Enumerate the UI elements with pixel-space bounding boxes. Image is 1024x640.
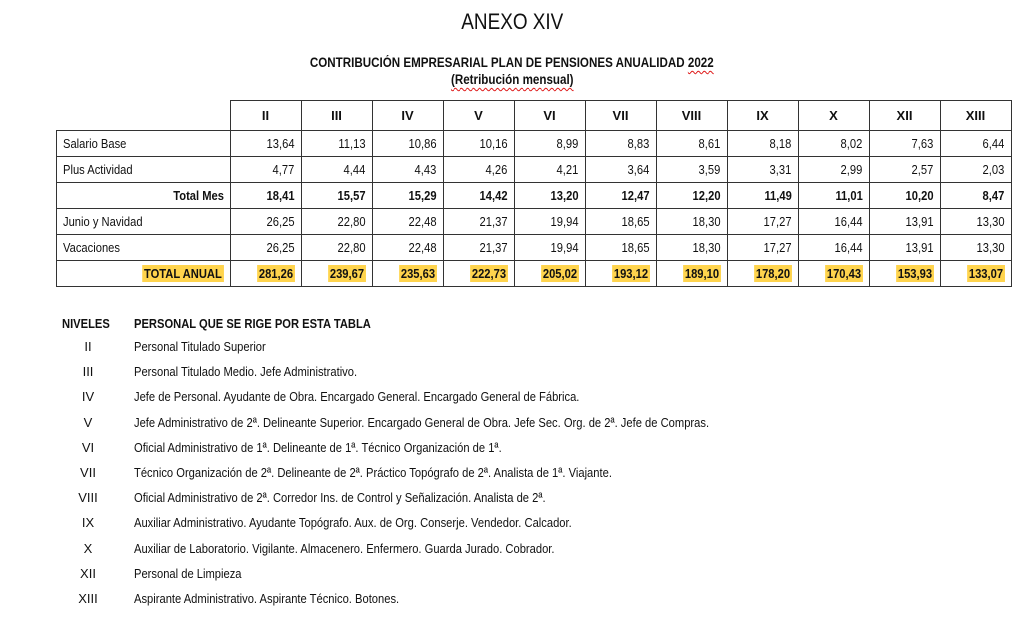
table-cell [301, 131, 372, 157]
cell-value: 12,47 [621, 188, 650, 203]
table-cell [656, 261, 727, 287]
level-item [62, 410, 774, 435]
table-row [57, 235, 1012, 261]
cell-value: 153,93 [897, 266, 932, 281]
table-cell [514, 131, 585, 157]
table-cell [656, 157, 727, 183]
row-label-text: Plus Actividad [63, 162, 133, 177]
row-label-text: TOTAL ANUAL [143, 266, 222, 281]
cell-value: 13,91 [905, 240, 934, 255]
table-cell [230, 209, 301, 235]
table-cell [301, 157, 372, 183]
cell-value: 22,80 [337, 214, 366, 229]
table-cell [656, 131, 727, 157]
cell-value: 13,91 [905, 214, 934, 229]
table-cell [372, 261, 443, 287]
level-description: Auxiliar Administrativo. Ayudante Topógrafo. Aux. de Org. Conserje. Vendedor. Calcador. [134, 515, 572, 531]
table-cell [514, 261, 585, 287]
table-cell [372, 131, 443, 157]
cell-value: 4,44 [343, 162, 366, 177]
cell-value: 18,65 [621, 240, 650, 255]
level-code: II [84, 339, 92, 355]
level-description: Oficial Administrativo de 1ª. Delineante de 1ª. Técnico Organización de 1ª. [134, 439, 502, 455]
cell-value: 4,43 [414, 162, 437, 177]
cell-value: 10,16 [479, 136, 508, 151]
levels-header-desc: PERSONAL QUE SE RIGE POR ESTA TABLA [134, 315, 371, 331]
cell-value: 13,20 [550, 188, 579, 203]
table-cell [585, 209, 656, 235]
cell-value: 22,48 [408, 214, 437, 229]
table-cell [585, 261, 656, 287]
table-cell [940, 235, 1011, 261]
level-code: IV [81, 389, 95, 405]
table-cell [443, 183, 514, 209]
row-label [57, 157, 231, 183]
column-header: II [230, 101, 301, 131]
table-cell [656, 183, 727, 209]
level-code: VII [80, 465, 96, 481]
cell-value: 8,61 [698, 136, 721, 151]
level-code: VI [81, 439, 95, 455]
table-cell [869, 209, 940, 235]
level-item [62, 435, 774, 460]
table-cell [869, 261, 940, 287]
table-cell [798, 131, 869, 157]
level-item [62, 561, 774, 586]
cell-value: 3,59 [698, 162, 721, 177]
cell-value: 4,21 [556, 162, 579, 177]
table-cell [372, 209, 443, 235]
cell-value: 178,20 [755, 266, 790, 281]
table-cell [230, 183, 301, 209]
column-header: XII [869, 101, 940, 131]
table-row [57, 209, 1012, 235]
cell-value: 239,67 [329, 266, 364, 281]
cell-value: 10,86 [408, 136, 437, 151]
cell-value: 22,80 [337, 240, 366, 255]
cell-value: 19,94 [550, 214, 579, 229]
row-label-text: Vacaciones [63, 240, 120, 255]
cell-value: 2,57 [911, 162, 934, 177]
column-header: VII [585, 101, 656, 131]
cell-value: 235,63 [400, 266, 435, 281]
table-cell [443, 235, 514, 261]
cell-value: 16,44 [834, 240, 863, 255]
caption-main: CONTRIBUCIÓN EMPRESARIAL PLAN DE PENSIONES ANUALIDAD [310, 55, 685, 70]
table-cell [514, 157, 585, 183]
table-row [57, 261, 1012, 287]
table-cell [798, 209, 869, 235]
column-header: X [798, 101, 869, 131]
cell-value: 18,65 [621, 214, 650, 229]
row-label [57, 261, 231, 287]
cell-value: 18,30 [692, 214, 721, 229]
table-row [57, 131, 1012, 157]
table-cell [585, 157, 656, 183]
cell-value: 281,26 [258, 266, 293, 281]
table-cell [727, 157, 798, 183]
table-cell [585, 131, 656, 157]
cell-value: 222,73 [471, 266, 506, 281]
level-item [62, 460, 774, 485]
cell-value: 21,37 [479, 214, 508, 229]
table-cell [514, 235, 585, 261]
table-cell [798, 261, 869, 287]
cell-value: 13,30 [976, 240, 1005, 255]
table-cell [230, 157, 301, 183]
cell-value: 3,31 [769, 162, 792, 177]
cell-value: 11,13 [338, 136, 366, 151]
column-header: V [443, 101, 514, 131]
table-cell [372, 183, 443, 209]
table-cell [727, 209, 798, 235]
table-cell [869, 235, 940, 261]
cell-value: 8,47 [982, 188, 1005, 203]
row-label-text: Junio y Navidad [63, 214, 143, 229]
table-cell [940, 131, 1011, 157]
cell-value: 8,18 [769, 136, 792, 151]
row-label [57, 235, 231, 261]
table-cell [443, 157, 514, 183]
cell-value: 18,30 [692, 240, 721, 255]
level-code: IX [81, 515, 95, 531]
cell-value: 10,20 [905, 188, 934, 203]
cell-value: 189,10 [684, 266, 719, 281]
level-description: Oficial Administrativo de 2ª. Corredor Ins. de Control y Señalización. Analista de 2ª. [134, 490, 546, 506]
cell-value: 133,07 [968, 266, 1003, 281]
cell-value: 4,26 [485, 162, 508, 177]
table-cell [514, 209, 585, 235]
column-header: IX [727, 101, 798, 131]
level-code: XII [80, 565, 96, 581]
caption-retribucion: (Retribución mensual) [450, 72, 574, 87]
cell-value: 26,25 [266, 240, 295, 255]
table-cell [940, 157, 1011, 183]
cell-value: 4,77 [272, 162, 295, 177]
table-cell [727, 261, 798, 287]
cell-value: 13,64 [266, 136, 295, 151]
cell-value: 170,43 [826, 266, 861, 281]
level-description: Técnico Organización de 2ª. Delineante de 2ª. Práctico Topógrafo de 2ª. Analista de 1ª. Viajante. [134, 465, 612, 481]
row-label [57, 183, 231, 209]
header-blank-cell [57, 101, 231, 131]
level-description: Personal Titulado Medio. Jefe Administrativo. [134, 364, 358, 380]
cell-value: 13,30 [976, 214, 1005, 229]
cell-value: 3,64 [627, 162, 650, 177]
page-title: ANEXO XIV [461, 9, 563, 34]
level-description: Jefe Administrativo de 2ª. Delineante Superior. Encargado General de Obra. Jefe Sec. Org. de 2ª. Jefe de Compras. [134, 414, 710, 430]
cell-value: 2,03 [982, 162, 1005, 177]
table-cell [372, 157, 443, 183]
level-item [62, 384, 774, 409]
cell-value: 19,94 [550, 240, 579, 255]
table-cell [940, 183, 1011, 209]
cell-value: 21,37 [479, 240, 508, 255]
table-cell [656, 235, 727, 261]
table-cell [301, 235, 372, 261]
table-cell [372, 235, 443, 261]
cell-value: 193,12 [613, 266, 648, 281]
table-cell [301, 209, 372, 235]
row-label-text: Total Mes [172, 188, 224, 203]
table-cell [727, 131, 798, 157]
table-cell [656, 209, 727, 235]
table-cell [798, 183, 869, 209]
cell-value: 16,44 [834, 214, 863, 229]
cell-value: 2,99 [840, 162, 863, 177]
table-cell [798, 157, 869, 183]
table-cell [869, 131, 940, 157]
cell-value: 17,27 [763, 214, 792, 229]
level-code: III [82, 364, 94, 380]
table-row [57, 157, 1012, 183]
table-cell [940, 209, 1011, 235]
cell-value: 18,41 [266, 188, 295, 203]
level-code: X [83, 540, 93, 556]
table-row [57, 183, 1012, 209]
level-description: Auxiliar de Laboratorio. Vigilante. Almacenero. Enfermero. Guarda Jurado. Cobrador. [134, 540, 555, 556]
cell-value: 11,49 [764, 188, 792, 203]
level-description: Personal Titulado Superior [134, 339, 266, 355]
cell-value: 22,48 [408, 240, 437, 255]
table-cell [301, 261, 372, 287]
level-description: Aspirante Administrativo. Aspirante Técnico. Botones. [134, 590, 400, 606]
table-cell [230, 261, 301, 287]
cell-value: 7,63 [911, 136, 934, 151]
table-cell [869, 157, 940, 183]
table-cell [230, 235, 301, 261]
column-header: XIII [940, 101, 1011, 131]
table-cell [443, 209, 514, 235]
row-label [57, 131, 231, 157]
levels-header [62, 312, 774, 334]
table-cell [727, 183, 798, 209]
row-label-text: Salario Base [63, 136, 127, 151]
table-cell [869, 183, 940, 209]
cell-value: 15,57 [337, 188, 366, 203]
level-code: VIII [78, 490, 98, 506]
table-cell [798, 235, 869, 261]
level-item [62, 536, 774, 561]
table-cell [940, 261, 1011, 287]
column-header: III [301, 101, 372, 131]
table-cell [514, 183, 585, 209]
level-item [62, 586, 774, 611]
level-item [62, 334, 774, 359]
table-cell [443, 131, 514, 157]
level-code: V [83, 414, 93, 430]
table-cell [301, 183, 372, 209]
table-cell [230, 131, 301, 157]
cell-value: 11,01 [835, 188, 863, 203]
cell-value: 12,20 [692, 188, 721, 203]
cell-value: 26,25 [266, 214, 295, 229]
row-label [57, 209, 231, 235]
table-caption [0, 54, 1024, 88]
cell-value: 8,99 [556, 136, 579, 151]
cell-value: 14,42 [479, 188, 508, 203]
table-cell [585, 183, 656, 209]
table-header-row [57, 101, 1012, 131]
level-description: Personal de Limpieza [134, 565, 242, 581]
contribution-table [56, 100, 1012, 287]
table-cell [727, 235, 798, 261]
level-item [62, 359, 774, 384]
column-header: VI [514, 101, 585, 131]
caption-year: 2022 [688, 55, 714, 70]
level-code: XIII [78, 590, 98, 606]
cell-value: 15,29 [408, 188, 437, 203]
levels-header-code: NIVELES [62, 315, 110, 331]
column-header: IV [372, 101, 443, 131]
cell-value: 17,27 [763, 240, 792, 255]
cell-value: 205,02 [542, 266, 577, 281]
table-cell [443, 261, 514, 287]
cell-value: 6,44 [982, 136, 1005, 151]
levels-legend [62, 312, 774, 611]
cell-value: 8,02 [840, 136, 863, 151]
table-cell [585, 235, 656, 261]
level-item [62, 485, 774, 510]
cell-value: 8,83 [627, 136, 650, 151]
column-header: VIII [656, 101, 727, 131]
level-description: Jefe de Personal. Ayudante de Obra. Encargado General. Encargado General de Fábrica. [134, 389, 580, 405]
level-item [62, 510, 774, 535]
